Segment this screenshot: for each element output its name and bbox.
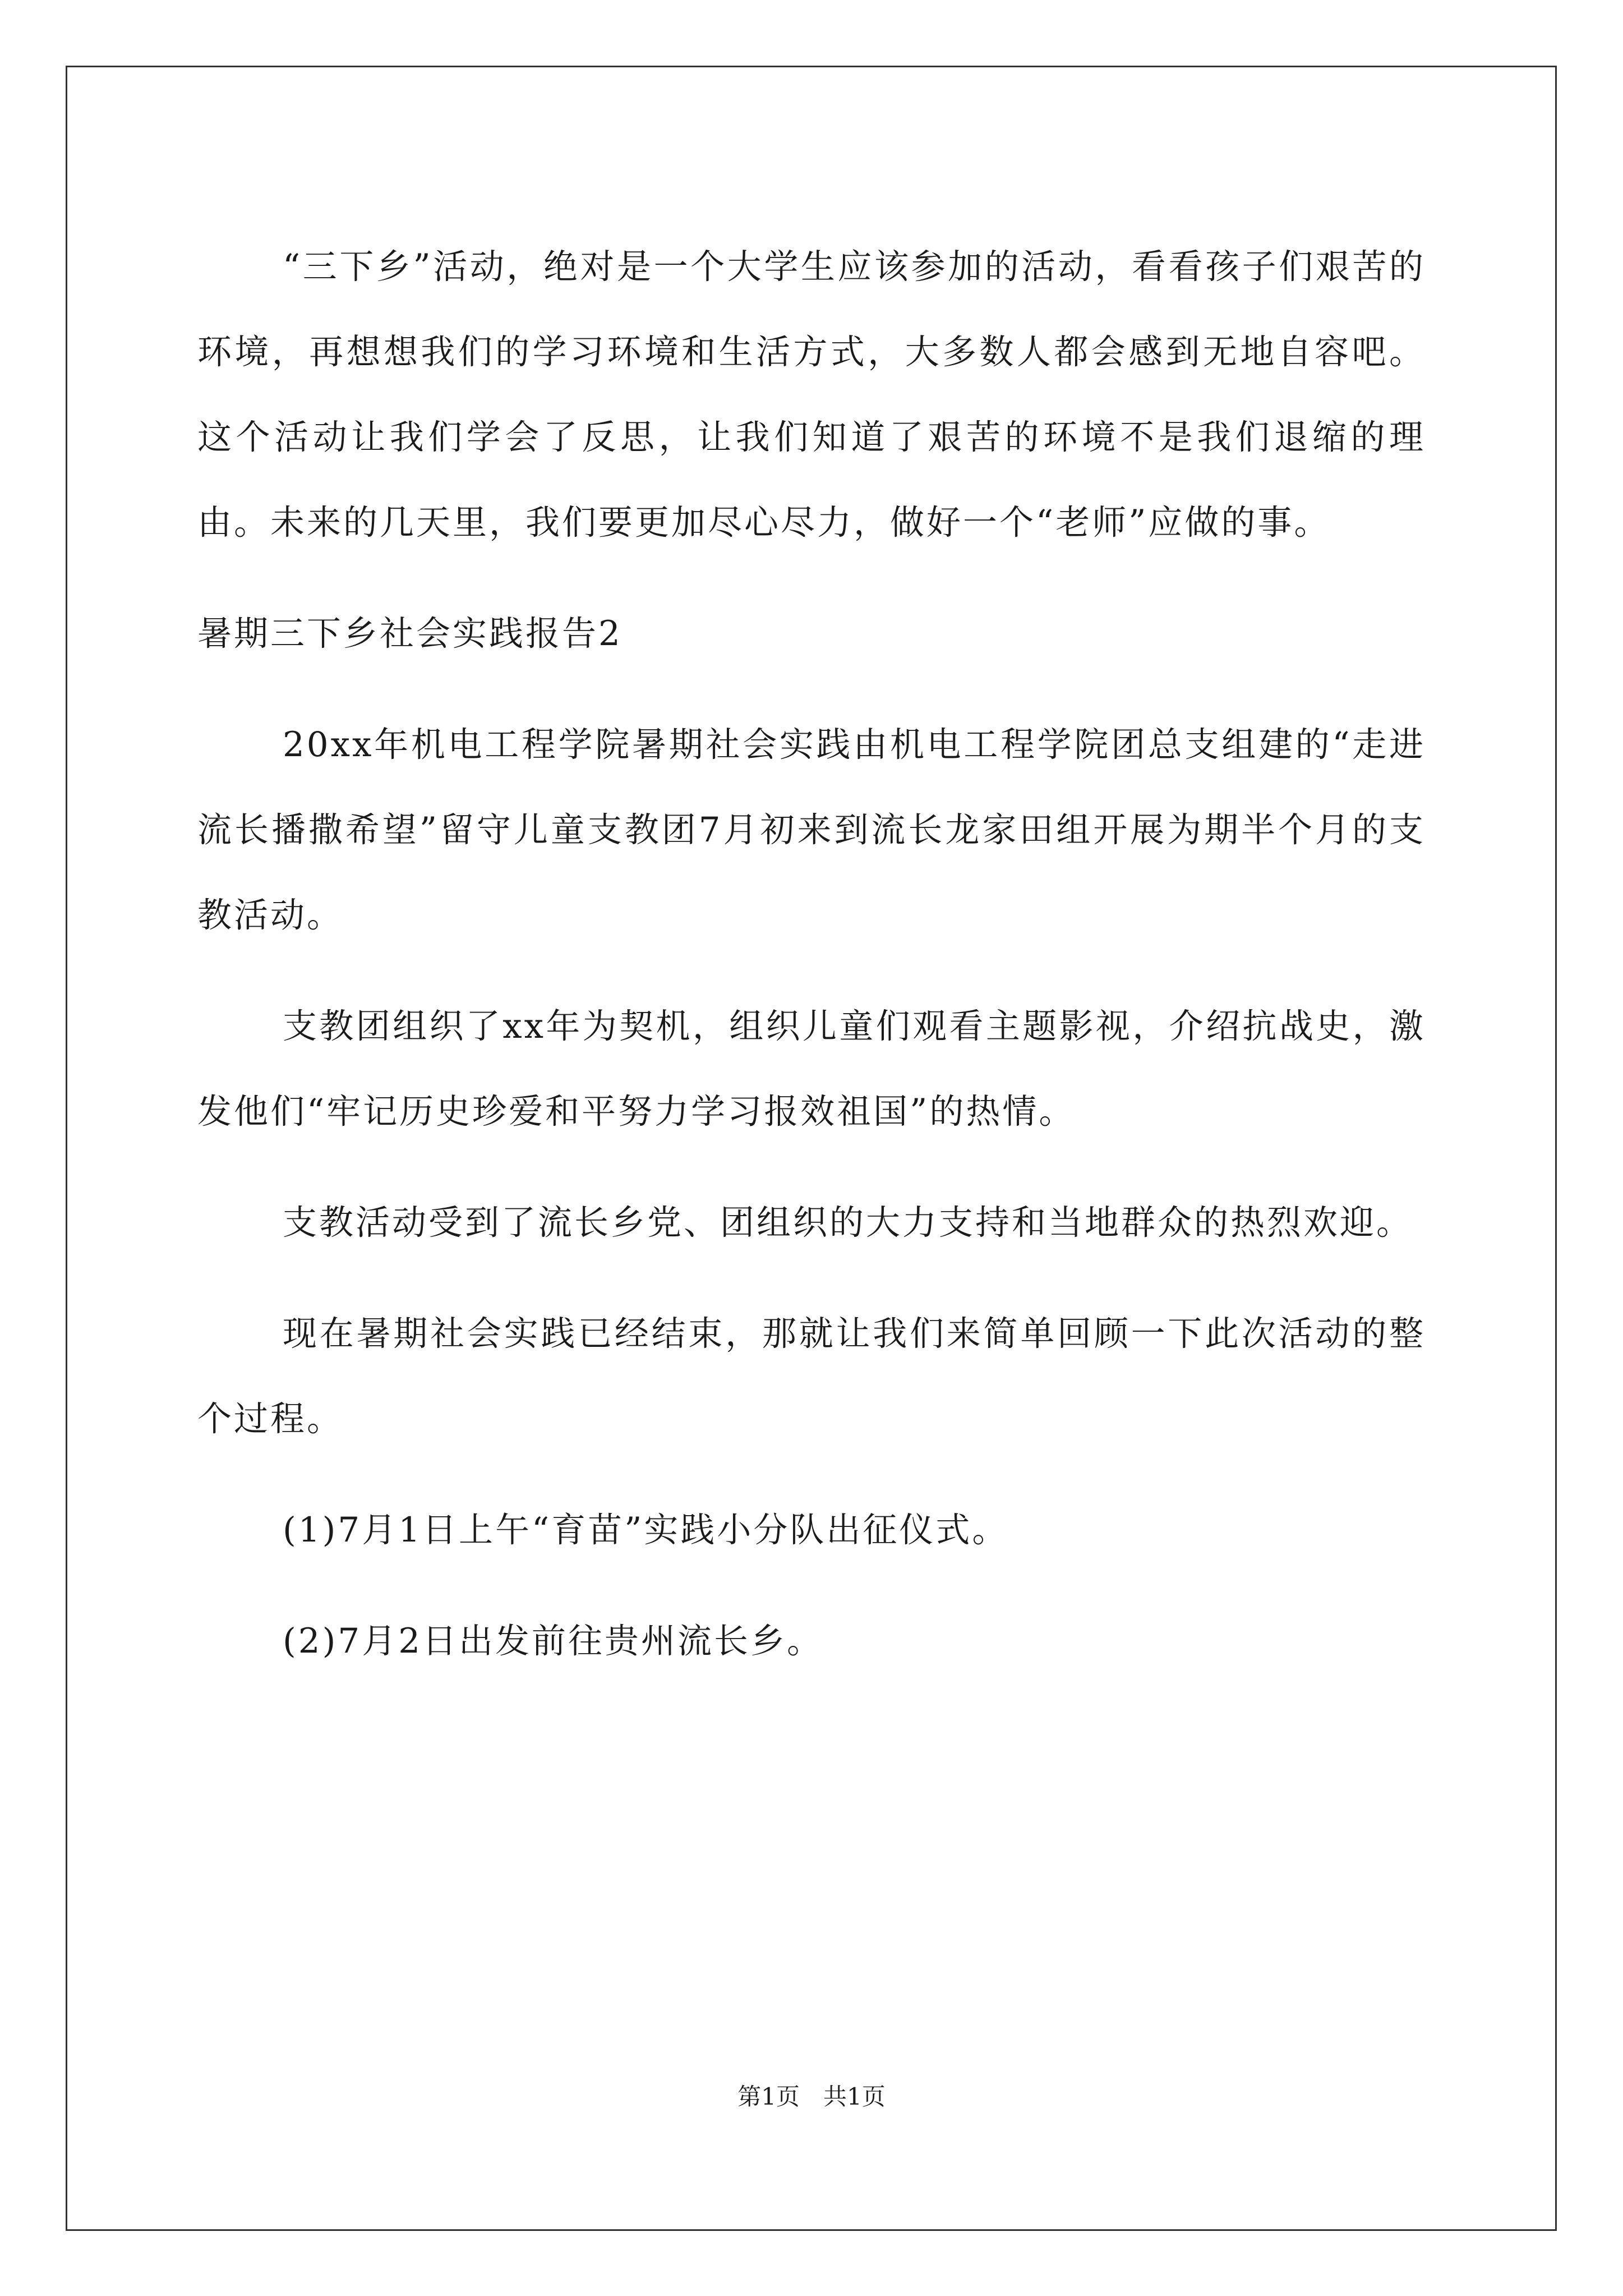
paragraph-2: 20xx年机电工程学院暑期社会实践由机电工程学院团总支组建的“走进流长播撒希望”留守儿童支教团7月初来到流长龙家田组开展为期半个月的支教活动。 xyxy=(197,725,1426,935)
paragraph-1: “三下乡”活动，绝对是一个大学生应该参加的活动，看看孩子们艰苦的环境，再想想我们的学习环境和生活方式，大多数人都会感到无地自容吧。这个活动让我们学会了反思，让我们知道了艰苦的环境不是我们退缩的理由。未来的几天里，我们要更加尽心尽力，做好一个“老师”应做的事。 xyxy=(197,247,1426,542)
document-body xyxy=(197,224,1426,1710)
list-item-2: (2)7月2日出发前往贵州流长乡。 xyxy=(283,1621,824,1661)
paragraph-3: 支教团组织了xx年为契机，组织儿童们观看主题影视，介绍抗战史，激发他们“牢记历史珍爱和平努力学习报效祖国”的热情。 xyxy=(197,1006,1426,1131)
paragraph-5: 现在暑期社会实践已经结束，那就让我们来简单回顾一下此次活动的整个过程。 xyxy=(197,1314,1426,1439)
page-footer: 第1页 共1页 xyxy=(737,2083,886,2110)
list-item-1: (1)7月1日上午“育苗”实践小分队出征仪式。 xyxy=(283,1510,1009,1550)
paragraph-4: 支教活动受到了流长乡党、团组织的大力支持和当地群众的热烈欢迎。 xyxy=(283,1203,1413,1243)
section-heading: 暑期三下乡社会实践报告2 xyxy=(197,614,623,654)
